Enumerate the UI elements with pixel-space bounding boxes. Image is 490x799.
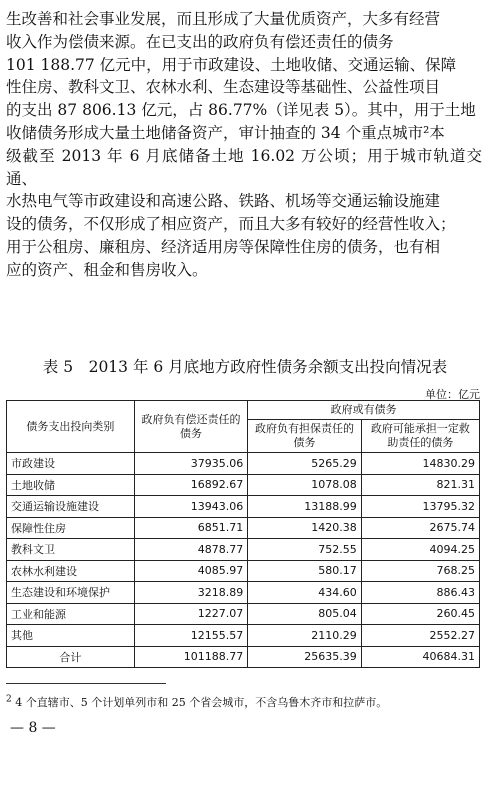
table-row bbox=[7, 539, 480, 561]
cell-relief: 886.43 bbox=[361, 582, 479, 604]
cell-category: 农林水利建设 bbox=[7, 560, 135, 582]
cell-category: 教科文卫 bbox=[7, 539, 135, 561]
table-row bbox=[7, 625, 480, 647]
table-row bbox=[7, 582, 480, 604]
cell-guarantee: 1078.08 bbox=[248, 474, 362, 496]
cell-relief: 821.31 bbox=[361, 474, 479, 496]
header-contingent-group: 政府或有债务 bbox=[248, 401, 480, 420]
cell-repay: 4085.97 bbox=[134, 560, 248, 582]
cell-total-relief: 40684.31 bbox=[361, 646, 479, 668]
paragraph-line: 生改善和社会事业发展，而且形成了大量优质资产，大多有经营 bbox=[6, 10, 441, 28]
footnote-divider bbox=[6, 683, 166, 684]
table-row bbox=[7, 603, 480, 625]
cell-repay: 13943.06 bbox=[134, 496, 248, 518]
header-relief: 政府可能承担一定救助责任的债务 bbox=[361, 420, 479, 453]
paragraph-line: 水热电气等市政建设和高速公路、铁路、机场等交通运输设施建 bbox=[6, 192, 441, 211]
cell-total-guarantee: 25635.39 bbox=[248, 646, 362, 668]
paragraph-line: 用于公租房、廉租房、经济适用房等保障性住房的债务，也有相 bbox=[6, 237, 441, 256]
page-number: — 8 — bbox=[10, 720, 56, 736]
cell-category: 保障性住房 bbox=[7, 517, 135, 539]
header-guarantee: 政府负有担保责任的债务 bbox=[248, 420, 362, 453]
cell-guarantee: 13188.99 bbox=[248, 496, 362, 518]
cell-total-repay: 101188.77 bbox=[134, 646, 248, 668]
footnote-marker: 2 bbox=[6, 694, 12, 705]
debt-allocation-table bbox=[6, 400, 480, 668]
cell-repay: 3218.89 bbox=[134, 582, 248, 604]
cell-repay: 16892.67 bbox=[134, 474, 248, 496]
cell-relief: 13795.32 bbox=[361, 496, 479, 518]
paragraph-line: 性住房、教科文卫、农林水利、生态建设等基础性、公益性项目 bbox=[6, 78, 441, 97]
cell-relief: 260.45 bbox=[361, 603, 479, 625]
footnote bbox=[6, 694, 387, 710]
cell-guarantee: 434.60 bbox=[248, 582, 362, 604]
body-paragraph bbox=[6, 8, 482, 282]
paragraph-line: 收入作为偿债来源。在已支出的政府负有偿还责任的债务 bbox=[6, 32, 394, 51]
cell-relief: 14830.29 bbox=[361, 453, 479, 475]
cell-category: 土地收储 bbox=[7, 474, 135, 496]
cell-relief: 768.25 bbox=[361, 560, 479, 582]
table-row bbox=[7, 453, 480, 475]
cell-repay: 12155.57 bbox=[134, 625, 248, 647]
cell-category: 工业和能源 bbox=[7, 603, 135, 625]
cell-repay: 1227.07 bbox=[134, 603, 248, 625]
paragraph-line: 级截至 2013 年 6 月底储备土地 16.02 万公顷；用于城市轨道交通、 bbox=[6, 146, 482, 188]
cell-relief: 2675.74 bbox=[361, 517, 479, 539]
cell-category: 交通运输设施建设 bbox=[7, 496, 135, 518]
cell-category: 其他 bbox=[7, 625, 135, 647]
footnote-text: 4 个直辖市、5 个计划单列市和 25 个省会城市，不含乌鲁木齐市和拉萨市。 bbox=[15, 696, 388, 709]
cell-category: 生态建设和环境保护 bbox=[7, 582, 135, 604]
cell-repay: 37935.06 bbox=[134, 453, 248, 475]
cell-guarantee: 1420.38 bbox=[248, 517, 362, 539]
table-unit: 单位：亿元 bbox=[425, 388, 480, 401]
table-row bbox=[7, 496, 480, 518]
cell-guarantee: 805.04 bbox=[248, 603, 362, 625]
header-repay: 政府负有偿还责任的债务 bbox=[134, 401, 248, 453]
table-row bbox=[7, 474, 480, 496]
cell-guarantee: 5265.29 bbox=[248, 453, 362, 475]
paragraph-line: 收储债务形成大量土地储备资产，审计抽查的 34 个重点城市²本 bbox=[6, 123, 445, 142]
table-row bbox=[7, 560, 480, 582]
cell-category: 市政建设 bbox=[7, 453, 135, 475]
table-row bbox=[7, 517, 480, 539]
cell-relief: 2552.27 bbox=[361, 625, 479, 647]
cell-guarantee: 2110.29 bbox=[248, 625, 362, 647]
cell-relief: 4094.25 bbox=[361, 539, 479, 561]
table-caption: 表 5 2013 年 6 月底地方政府性债务余额支出投向情况表 bbox=[42, 358, 448, 376]
paragraph-line: 应的资产、租金和售房收入。 bbox=[6, 260, 208, 279]
paragraph-line: 设的债务，不仅形成了相应资产，而且大多有较好的经营性收入； bbox=[6, 215, 456, 234]
cell-guarantee: 752.55 bbox=[248, 539, 362, 561]
paragraph-line: 的支出 87 806.13 亿元，占 86.77%（详见表 5）。其中，用于土地 bbox=[6, 101, 476, 120]
table-total-row bbox=[7, 646, 480, 668]
cell-total-label: 合计 bbox=[7, 646, 135, 668]
header-category: 债务支出投向类别 bbox=[7, 401, 135, 453]
paragraph-line: 101 188.77 亿元中，用于市政建设、土地收储、交通运输、保障 bbox=[6, 55, 457, 74]
cell-repay: 4878.77 bbox=[134, 539, 248, 561]
cell-guarantee: 580.17 bbox=[248, 560, 362, 582]
cell-repay: 6851.71 bbox=[134, 517, 248, 539]
